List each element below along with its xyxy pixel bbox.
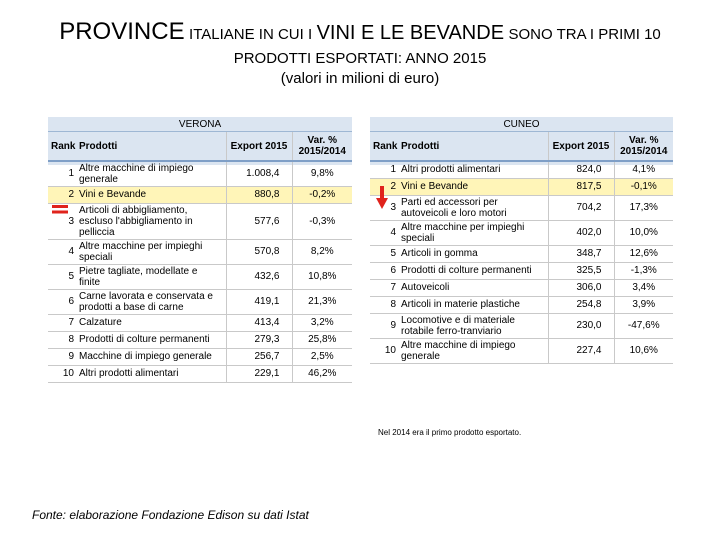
table-row — [370, 161, 673, 178]
product-line: finite — [79, 276, 101, 288]
product-cell — [398, 262, 548, 279]
cuneo-header-row — [370, 132, 673, 162]
arrow-down-icon — [376, 186, 388, 210]
product-line: Pietre tagliate, modellate e — [79, 265, 198, 277]
product-cell — [398, 178, 548, 195]
var-cell: 25,8% — [292, 331, 352, 348]
product-line: Articoli in gomma — [401, 248, 478, 259]
product-header: Prodotti — [398, 132, 548, 162]
slide-subtitle: PRODOTTI ESPORTATI: ANNO 2015 — [233, 50, 487, 67]
export-cell: 1.008,4 — [226, 161, 292, 186]
table-row — [48, 331, 352, 348]
var-cell: 12,6% — [614, 245, 673, 262]
table-row — [48, 348, 352, 365]
rank-header: Rank — [370, 132, 398, 162]
rank-cell: 8 — [48, 331, 76, 348]
table-row — [370, 296, 673, 313]
verona-ranking-table — [48, 117, 352, 383]
export-cell: 256,7 — [226, 348, 292, 365]
title-part-1: PROVINCE — [59, 18, 185, 45]
export-cell: 817,5 — [548, 178, 614, 195]
export-cell: 230,0 — [548, 313, 614, 338]
var-cell: 17,3% — [614, 195, 673, 220]
table-row — [370, 195, 673, 220]
product-line: Calzature — [79, 317, 122, 328]
var-cell: 8,2% — [292, 239, 352, 264]
product-cell — [76, 161, 226, 186]
product-line: autoveicoli e loro motori — [401, 207, 507, 219]
export-cell: 577,6 — [226, 203, 292, 239]
cuneo-ranking-table — [370, 117, 673, 364]
rank-cell: 5 — [48, 264, 76, 289]
product-header: Prodotti — [76, 132, 226, 162]
table-row — [48, 239, 352, 264]
table-row — [48, 289, 352, 314]
product-line: Vini e Bevande — [401, 181, 469, 192]
verona-table-body — [48, 117, 352, 382]
rank-cell: 10 — [48, 365, 76, 382]
cuneo-down-marker — [376, 186, 388, 215]
rank-cell: 4 — [48, 239, 76, 264]
table-row — [48, 203, 352, 239]
table-row — [48, 264, 352, 289]
title-part-3: VINI E LE BEVANDE — [316, 22, 505, 44]
product-line: Locomotive e di materiale — [401, 314, 515, 326]
product-line: Articoli in materie plastiche — [401, 299, 520, 310]
verona-province-name: VERONA — [48, 117, 352, 132]
product-line: Carne lavorata e conservata e — [79, 290, 213, 302]
var-cell: 46,2% — [292, 365, 352, 382]
rank-header: Rank — [48, 132, 76, 162]
equal-icon — [52, 205, 68, 214]
var-cell: -0,3% — [292, 203, 352, 239]
product-cell — [76, 331, 226, 348]
product-line: pelliccia — [79, 226, 115, 238]
product-line: speciali — [79, 251, 113, 263]
product-line: rotabile ferro-tranviario — [401, 325, 502, 337]
var-cell: -47,6% — [614, 313, 673, 338]
var-header-line2: 2015/2014 — [298, 146, 346, 157]
product-cell — [398, 296, 548, 313]
rank-cell: 9 — [370, 313, 398, 338]
rank-cell: 3 — [48, 203, 76, 239]
var-cell: 2,5% — [292, 348, 352, 365]
rank-cell: 1 — [48, 161, 76, 186]
cuneo-table-body — [370, 117, 673, 363]
var-cell: -0,1% — [614, 178, 673, 195]
product-cell — [76, 365, 226, 382]
var-cell: -0,2% — [292, 186, 352, 203]
var-cell: 3,2% — [292, 314, 352, 331]
product-cell — [398, 220, 548, 245]
product-cell — [398, 279, 548, 296]
export-cell: 279,3 — [226, 331, 292, 348]
table-row — [48, 186, 352, 203]
var-cell: -1,3% — [614, 262, 673, 279]
product-line: Altre macchine di impiego — [401, 339, 516, 351]
product-cell — [76, 203, 226, 239]
rank-cell: 5 — [370, 245, 398, 262]
export-cell: 704,2 — [548, 195, 614, 220]
product-line: escluso l'abbigliamento in — [79, 215, 193, 227]
table-row — [370, 245, 673, 262]
var-header-line2: 2015/2014 — [620, 146, 668, 157]
product-line: generale — [401, 350, 440, 362]
table-row — [370, 262, 673, 279]
export-cell: 432,6 — [226, 264, 292, 289]
cuneo-province-name: CUNEO — [370, 117, 673, 132]
product-cell — [76, 289, 226, 314]
product-line: generale — [79, 173, 118, 185]
title-part-2: ITALIANE IN CUI I — [189, 26, 313, 43]
product-cell — [76, 239, 226, 264]
table-row — [48, 314, 352, 331]
slide-units: (valori in milioni di euro) — [280, 70, 440, 87]
table-row — [370, 338, 673, 363]
export-cell: 419,1 — [226, 289, 292, 314]
title-part-4: SONO TRA I PRIMI 10 — [508, 26, 661, 43]
cuneo-province-row — [370, 117, 673, 132]
table-row — [48, 365, 352, 382]
rank-cell: 2 — [48, 186, 76, 203]
table-row — [370, 313, 673, 338]
product-cell — [398, 245, 548, 262]
product-cell — [76, 186, 226, 203]
rank-cell: 3 — [370, 195, 398, 220]
product-cell — [398, 338, 548, 363]
product-line: Altri prodotti alimentari — [79, 368, 179, 379]
export-header: Export 2015 — [226, 132, 292, 162]
slide-title — [0, 18, 720, 46]
var-header-line1: Var. % — [629, 135, 659, 146]
export-cell: 348,7 — [548, 245, 614, 262]
product-line: Prodotti di colture permanenti — [401, 265, 532, 276]
export-cell: 880,8 — [226, 186, 292, 203]
product-line: Macchine di impiego generale — [79, 351, 212, 362]
product-line: Parti ed accessori per — [401, 196, 498, 208]
product-line: Autoveicoli — [401, 282, 450, 293]
rank-cell: 7 — [370, 279, 398, 296]
var-cell: 3,4% — [614, 279, 673, 296]
verona-province-row — [48, 117, 352, 132]
var-cell: 10,8% — [292, 264, 352, 289]
export-cell: 325,5 — [548, 262, 614, 279]
product-line: Articoli di abbigliamento, — [79, 204, 188, 216]
var-cell: 3,9% — [614, 296, 673, 313]
product-line: Altri prodotti alimentari — [401, 164, 501, 176]
var-header — [614, 132, 673, 162]
product-cell — [398, 161, 548, 178]
table-row — [370, 279, 673, 296]
export-cell: 229,1 — [226, 365, 292, 382]
table-row — [370, 178, 673, 195]
export-cell: 254,8 — [548, 296, 614, 313]
product-line: prodotti a base di carne — [79, 301, 184, 313]
var-cell: 9,8% — [292, 161, 352, 186]
var-cell: 10,6% — [614, 338, 673, 363]
export-cell: 824,0 — [548, 161, 614, 178]
export-cell: 227,4 — [548, 338, 614, 363]
var-header-line1: Var. % — [307, 135, 337, 146]
verona-equal-marker — [52, 201, 68, 219]
export-cell: 306,0 — [548, 279, 614, 296]
rank-cell: 9 — [48, 348, 76, 365]
product-cell — [398, 313, 548, 338]
var-cell: 21,3% — [292, 289, 352, 314]
export-cell: 570,8 — [226, 239, 292, 264]
product-cell — [76, 264, 226, 289]
var-header — [292, 132, 352, 162]
rank-cell: 10 — [370, 338, 398, 363]
rank-cell: 8 — [370, 296, 398, 313]
product-line: speciali — [401, 232, 435, 244]
table-row — [370, 220, 673, 245]
export-header: Export 2015 — [548, 132, 614, 162]
table-row — [48, 161, 352, 186]
source-note: Fonte: elaborazione Fondazione Edison su dati Istat — [32, 508, 309, 522]
verona-header-row — [48, 132, 352, 162]
product-line: Altre macchine per impieghi — [79, 240, 203, 252]
rank-cell: 1 — [370, 161, 398, 178]
rank-cell: 4 — [370, 220, 398, 245]
rank-cell: 6 — [370, 262, 398, 279]
product-cell — [76, 314, 226, 331]
product-cell — [76, 348, 226, 365]
rank-cell: 7 — [48, 314, 76, 331]
export-cell: 402,0 — [548, 220, 614, 245]
product-line: Altre macchine di impiego — [79, 162, 194, 174]
var-cell: 10,0% — [614, 220, 673, 245]
product-line: Prodotti di colture permanenti — [79, 334, 210, 345]
var-cell: 4,1% — [614, 161, 673, 178]
cuneo-footnote: Nel 2014 era il primo prodotto esportato. — [378, 428, 522, 437]
product-line: Vini e Bevande — [79, 189, 147, 200]
product-cell — [398, 195, 548, 220]
rank-cell: 6 — [48, 289, 76, 314]
rank-cell: 2 — [370, 178, 398, 195]
export-cell: 413,4 — [226, 314, 292, 331]
product-line: Altre macchine per impieghi — [401, 221, 525, 233]
